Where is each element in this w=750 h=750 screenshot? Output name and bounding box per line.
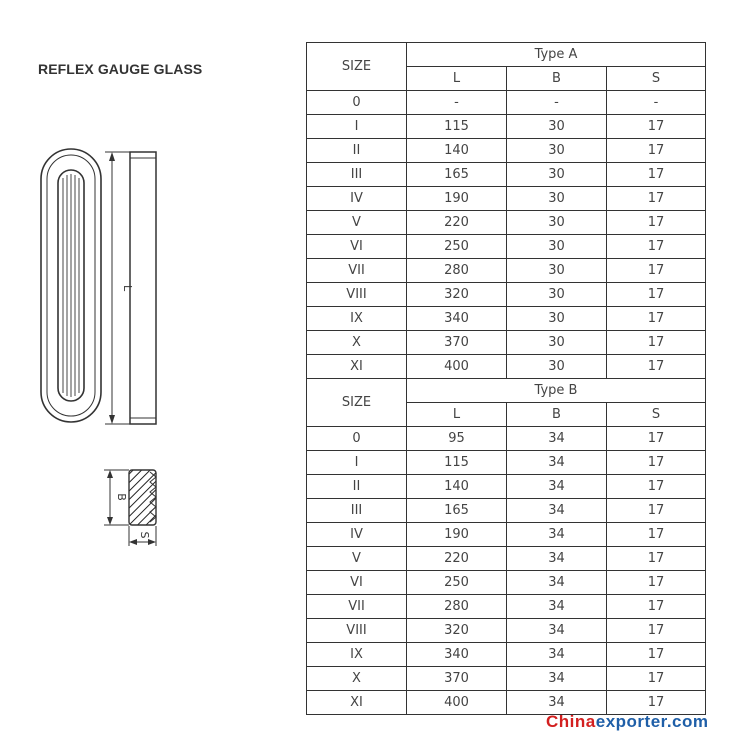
value-cell: 250 (407, 571, 507, 595)
size-cell: VII (307, 259, 407, 283)
table-row (307, 523, 706, 547)
value-cell: 17 (607, 163, 706, 187)
value-cell: 320 (407, 619, 507, 643)
watermark-china: China (546, 712, 596, 731)
value-cell: 17 (607, 187, 706, 211)
value-cell: 34 (507, 523, 607, 547)
dim-label-l: L (121, 284, 134, 292)
column-header: B (507, 67, 607, 91)
value-cell: 17 (607, 595, 706, 619)
page-title: REFLEX GAUGE GLASS (38, 61, 203, 77)
value-cell: 17 (607, 499, 706, 523)
value-cell: 34 (507, 643, 607, 667)
type-header: Type B (407, 379, 706, 403)
size-cell: III (307, 499, 407, 523)
value-cell: 190 (407, 187, 507, 211)
value-cell: 34 (507, 619, 607, 643)
value-cell: 30 (507, 283, 607, 307)
value-cell: 340 (407, 307, 507, 331)
value-cell: 340 (407, 643, 507, 667)
value-cell: 115 (407, 115, 507, 139)
value-cell: 17 (607, 139, 706, 163)
table-row (307, 355, 706, 379)
table-row (307, 547, 706, 571)
value-cell: 17 (607, 547, 706, 571)
table-row (307, 331, 706, 355)
column-header: S (607, 67, 706, 91)
size-cell: VI (307, 235, 407, 259)
value-cell: 400 (407, 691, 507, 715)
value-cell: 370 (407, 331, 507, 355)
size-cell: I (307, 451, 407, 475)
value-cell: 220 (407, 547, 507, 571)
size-cell: VIII (307, 619, 407, 643)
table-row (307, 691, 706, 715)
value-cell: 34 (507, 451, 607, 475)
table-row (307, 115, 706, 139)
size-table-body (307, 43, 706, 715)
value-cell: 17 (607, 451, 706, 475)
value-cell: 17 (607, 331, 706, 355)
value-cell: 140 (407, 475, 507, 499)
value-cell: 17 (607, 115, 706, 139)
value-cell: 30 (507, 115, 607, 139)
value-cell: - (507, 91, 607, 115)
table-row (307, 139, 706, 163)
value-cell: 34 (507, 427, 607, 451)
value-cell: 30 (507, 331, 607, 355)
size-cell: III (307, 163, 407, 187)
value-cell: 17 (607, 307, 706, 331)
size-cell: IV (307, 187, 407, 211)
value-cell: 140 (407, 139, 507, 163)
table-row (307, 283, 706, 307)
size-cell: 0 (307, 91, 407, 115)
value-cell: 17 (607, 643, 706, 667)
value-cell: 280 (407, 595, 507, 619)
table-row (307, 475, 706, 499)
column-header: B (507, 403, 607, 427)
value-cell: 17 (607, 427, 706, 451)
value-cell: 17 (607, 571, 706, 595)
value-cell: 17 (607, 283, 706, 307)
value-cell: 220 (407, 211, 507, 235)
value-cell: 34 (507, 595, 607, 619)
watermark-exporter: exporter.com (595, 712, 709, 731)
value-cell: 190 (407, 523, 507, 547)
value-cell: 34 (507, 667, 607, 691)
value-cell: 115 (407, 451, 507, 475)
table-row (307, 163, 706, 187)
table-row (307, 643, 706, 667)
value-cell: 30 (507, 235, 607, 259)
value-cell: 34 (507, 475, 607, 499)
table-row (307, 427, 706, 451)
value-cell: 30 (507, 307, 607, 331)
table-row (307, 307, 706, 331)
watermark (546, 712, 709, 732)
value-cell: 17 (607, 475, 706, 499)
size-cell: VIII (307, 283, 407, 307)
size-cell: II (307, 139, 407, 163)
table-row (307, 619, 706, 643)
size-cell: IX (307, 307, 407, 331)
front-view (41, 149, 101, 422)
size-cell: XI (307, 355, 407, 379)
size-cell: II (307, 475, 407, 499)
size-cell: I (307, 115, 407, 139)
column-header: L (407, 403, 507, 427)
size-cell: 0 (307, 427, 407, 451)
value-cell: 17 (607, 667, 706, 691)
value-cell: 34 (507, 571, 607, 595)
value-cell: - (607, 91, 706, 115)
value-cell: 370 (407, 667, 507, 691)
value-cell: 165 (407, 499, 507, 523)
size-table (306, 42, 706, 715)
size-cell: IV (307, 523, 407, 547)
table-row (307, 571, 706, 595)
value-cell: 17 (607, 355, 706, 379)
table-header-row (307, 43, 706, 67)
value-cell: 30 (507, 211, 607, 235)
column-header: L (407, 67, 507, 91)
value-cell: 17 (607, 259, 706, 283)
size-cell: XI (307, 691, 407, 715)
table-header-row (307, 379, 706, 403)
value-cell: 34 (507, 691, 607, 715)
value-cell: 400 (407, 355, 507, 379)
table-row (307, 235, 706, 259)
dim-label-b: B (115, 493, 128, 501)
size-cell: V (307, 211, 407, 235)
value-cell: 95 (407, 427, 507, 451)
table-row (307, 211, 706, 235)
value-cell: 34 (507, 499, 607, 523)
column-header: S (607, 403, 706, 427)
cross-section (129, 470, 156, 525)
table-row (307, 451, 706, 475)
table-row (307, 667, 706, 691)
size-cell: VII (307, 595, 407, 619)
value-cell: 34 (507, 547, 607, 571)
value-cell: 17 (607, 619, 706, 643)
value-cell: 320 (407, 283, 507, 307)
table-row (307, 91, 706, 115)
table-row (307, 259, 706, 283)
table-row (307, 499, 706, 523)
size-cell: X (307, 667, 407, 691)
value-cell: 280 (407, 259, 507, 283)
value-cell: 30 (507, 355, 607, 379)
size-cell: X (307, 331, 407, 355)
value-cell: 165 (407, 163, 507, 187)
value-cell: 17 (607, 523, 706, 547)
size-cell: VI (307, 571, 407, 595)
value-cell: 30 (507, 259, 607, 283)
value-cell: 30 (507, 187, 607, 211)
size-header: SIZE (307, 43, 407, 91)
value-cell: 17 (607, 691, 706, 715)
value-cell: 30 (507, 139, 607, 163)
value-cell: 17 (607, 211, 706, 235)
table-row (307, 187, 706, 211)
value-cell: 17 (607, 235, 706, 259)
type-header: Type A (407, 43, 706, 67)
size-header: SIZE (307, 379, 407, 427)
value-cell: 250 (407, 235, 507, 259)
value-cell: - (407, 91, 507, 115)
size-cell: V (307, 547, 407, 571)
dim-label-s: S (138, 531, 151, 539)
size-cell: IX (307, 643, 407, 667)
value-cell: 30 (507, 163, 607, 187)
table-row (307, 595, 706, 619)
